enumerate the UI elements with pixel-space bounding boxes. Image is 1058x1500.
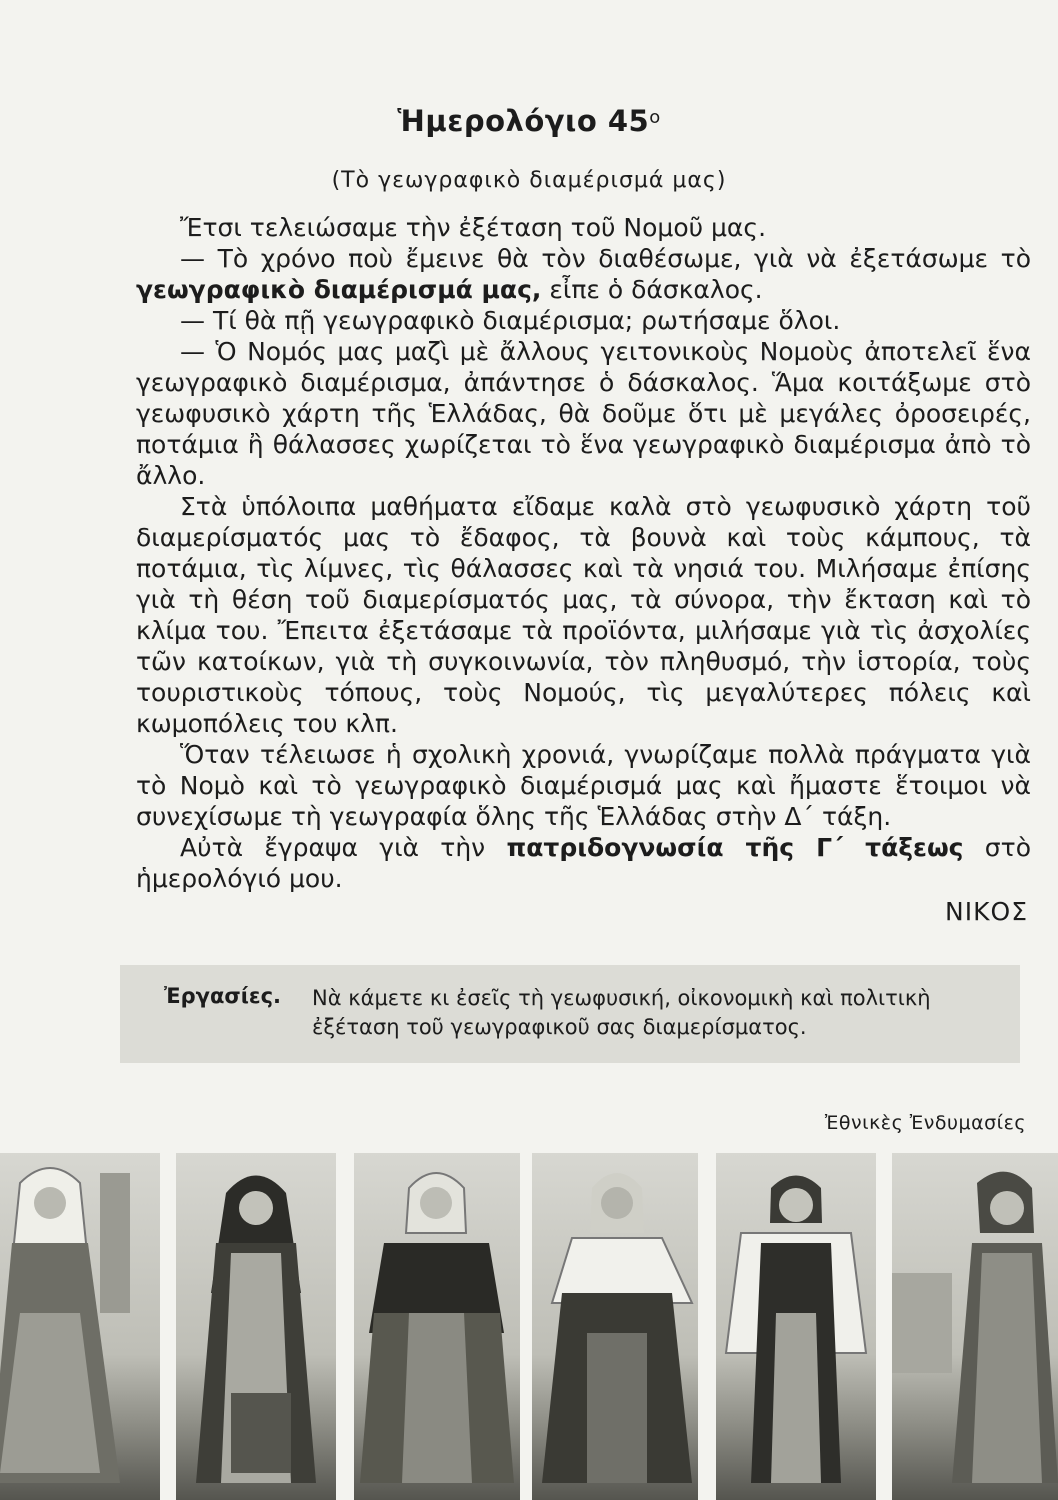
diary-title-superscript: ο — [649, 107, 661, 128]
costume-photo-4 — [532, 1153, 698, 1500]
photo-caption: Ἐθνικὲς Ἐνδυμασίες — [824, 1112, 1026, 1134]
costume-photo-2 — [176, 1153, 336, 1500]
paragraph-5: Στὰ ὑπόλοιπα μαθήματα εἴδαμε καλὰ στὸ γεωφυσικὸ χάρτη τοῦ διαμερίσματός μας τὸ ἔδαφος, τὰ βουνὰ καὶ τοὺς κάμπους, τὰ ποτάμια, τὶς λίμνες, τὶς θάλασσες καὶ τὰ νησιά του. Μιλήσαμε ἐπίσης γιὰ τὴ θέση τοῦ διαμερίσματός μας, τὰ σύνορα, τὴν ἔκταση καὶ τὸ κλίμα του. Ἔπειτα ἐξετάσαμε τὰ προϊόντα, μιλήσαμε γιὰ τὶς ἀσχολίες τῶν κατοίκων, γιὰ τὴ συγκοινωνία, τὸν πληθυσμό, τὴν ἱστορία, τοὺς τουριστικοὺς τόπους, τοὺς Νομούς, τὶς μεγαλύτερες πόλεις καὶ κωμοπόλεις του κλπ. — [136, 492, 1031, 738]
paragraph-7-end: στὸ ἡμερολόγιό μου. — [136, 833, 1031, 893]
costume-photo-strip — [0, 1153, 1058, 1500]
signature: ΝΙΚΟΣ — [945, 897, 1028, 926]
paragraph-4: — Ὁ Νομός μας μαζὶ μὲ ἄλλους γειτονικοὺς Νομοὺς ἀποτελεῖ ἕνα γεωγραφικὸ διαμέρισμα, ἀπάντησε ὁ δάσκαλος. Ἅμα κοιτάξωμε στὸ γεωφυσικὸ χάρτη τῆς Ἑλλάδας, θὰ δοῦμε ὅτι μὲ μεγάλες ὀροσειρές, ποτάμια ἢ θάλασσες χωρίζεται τὸ ἕνα γεωγραφικὸ διαμέρισμα ἀπὸ τὸ ἄλλο. — [136, 337, 1031, 490]
paragraph-2-end: εἶπε ὁ δάσκαλος. — [549, 275, 763, 304]
costume-photo-3 — [354, 1153, 520, 1500]
diary-title-text: Ἡμερολόγιο 45 — [397, 104, 650, 138]
paragraph-7-start: Αὐτὰ ἔγραψα γιὰ τὴν — [180, 833, 486, 862]
paragraph-2 — [136, 243, 1031, 305]
paragraph-2-bold: γεωγραφικὸ διαμέρισμά μας, — [136, 275, 542, 304]
paragraph-6: Ὅταν τέλειωσε ἡ σχολικὴ χρονιά, γνωρίζαμε πολλὰ πράγματα γιὰ τὸ Νομὸ καὶ τὸ γεωγραφικὸ διαμέρισμά μας καὶ ἤμαστε ἕτοιμοι νὰ συνεχίσωμε τὴ γεωγραφία ὅλης τῆς Ἑλλάδας στὴν Δ΄ τάξη. — [136, 740, 1031, 831]
paragraph-3: — Τί θὰ πῇ γεωγραφικὸ διαμέρισμα; ρωτήσαμε ὅλοι. — [180, 306, 841, 335]
diary-subtitle: (Τὸ γεωγραφικὸ διαμέρισμά μας) — [331, 168, 727, 193]
diary-title — [0, 104, 1058, 138]
paragraph-7-bold: πατριδογνωσία τῆς Γ΄ τάξεως — [506, 833, 964, 862]
exercise-text: Νὰ κάμετε κι ἐσεῖς τὴ γεωφυσική, οἰκονομικὴ καὶ πολιτικὴ ἐξέταση τοῦ γεωγραφικοῦ σας διαμερίσματος. — [312, 986, 931, 1039]
paragraph-2-start: — Τὸ χρόνο ποὺ ἔμεινε θὰ τὸν διαθέσωμε, γιὰ νὰ ἐξετάσωμε τὸ — [180, 244, 1031, 273]
exercise-label: Ἐργασίες. — [164, 984, 282, 1008]
paragraph-1: Ἔτσι τελειώσαμε τὴν ἐξέταση τοῦ Νομοῦ μας. — [180, 213, 767, 242]
costume-photo-5 — [716, 1153, 876, 1500]
costume-photo-1 — [0, 1153, 160, 1500]
diary-body — [136, 212, 1031, 894]
exercise-box — [120, 965, 1020, 1063]
paragraph-7 — [136, 832, 1031, 894]
costume-photo-6 — [892, 1153, 1058, 1500]
